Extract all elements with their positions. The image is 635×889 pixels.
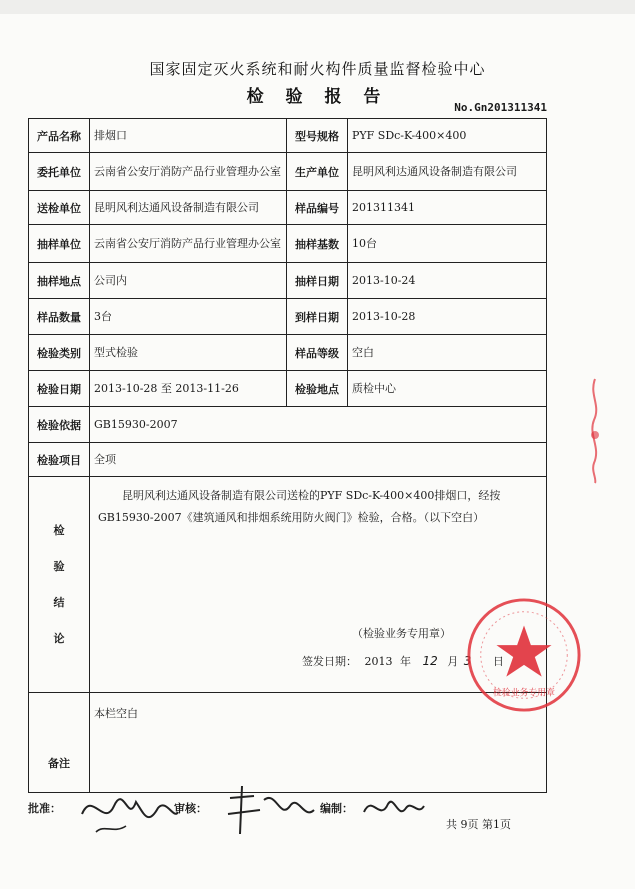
approve-label: 批准： [28, 802, 61, 815]
field-label: 检验类别 [29, 335, 90, 371]
conclusion-char: 验 [53, 559, 65, 573]
field-label: 委托单位 [29, 153, 90, 191]
conclusion-char: 检 [53, 523, 65, 537]
field-value: 201311341 [348, 191, 547, 225]
field-value: 云南省公安厅消防产品行业管理办公室 [90, 225, 287, 263]
seal-note: （检验业务专用章） [352, 627, 451, 640]
field-label: 送检单位 [29, 191, 90, 225]
field-label: 抽样基数 [287, 225, 348, 263]
field-label: 到样日期 [287, 299, 348, 335]
remarks-value: 本栏空白 [90, 693, 547, 793]
field-value: 10台 [348, 225, 547, 263]
sign-year: 2013 [364, 655, 393, 668]
table-row [29, 263, 547, 299]
field-value: 2013-10-28 至 2013-11-26 [90, 371, 287, 407]
prepare-signature-handwriting [358, 786, 428, 830]
table-row [29, 225, 547, 263]
review-label: 审核： [174, 802, 207, 815]
basis-label: 检验依据 [29, 407, 90, 443]
field-value: 空白 [348, 335, 547, 371]
issuing-organization: 国家固定灭火系统和耐火构件质量监督检验中心 [149, 60, 486, 78]
table-row [29, 371, 547, 407]
sign-month: 12 [422, 654, 438, 668]
table-row [29, 153, 547, 191]
remarks-label: 备注 [29, 693, 90, 793]
field-value: 昆明风利达通风设备制造有限公司 [90, 191, 287, 225]
field-label: 抽样单位 [29, 225, 90, 263]
field-label: 型号规格 [287, 119, 348, 153]
conclusion-char: 论 [53, 631, 65, 645]
field-label: 样品等级 [287, 335, 348, 371]
field-label: 产品名称 [29, 119, 90, 153]
field-label: 样品数量 [29, 299, 90, 335]
items-label: 检验项目 [29, 443, 90, 477]
table-row [29, 191, 547, 225]
field-value: 云南省公安厅消防产品行业管理办公室 [90, 153, 287, 191]
field-value: 3台 [90, 299, 287, 335]
conclusion-char: 结 [53, 595, 65, 609]
field-value: 排烟口 [90, 119, 287, 153]
field-value: 公司内 [90, 263, 287, 299]
scan-edge [0, 0, 635, 14]
table-row [29, 443, 547, 477]
sign-year-unit: 年 [400, 655, 411, 668]
field-label: 检验日期 [29, 371, 90, 407]
official-seal-stamp [465, 596, 583, 714]
stamp-text: 检验业务专用章 [493, 688, 555, 699]
report-number: No.Gn201311341 [454, 101, 547, 114]
field-value: 型式检验 [90, 335, 287, 371]
field-label: 生产单位 [287, 153, 348, 191]
field-value: 2013-10-28 [348, 299, 547, 335]
review-signature-handwriting [220, 780, 320, 840]
items-value: 全项 [90, 443, 547, 477]
conclusion-label [29, 477, 90, 693]
table-row [29, 335, 547, 371]
table-row [29, 119, 547, 153]
page-indicator: 共 9页 第1页 [446, 818, 511, 831]
field-label: 样品编号 [287, 191, 348, 225]
field-value: 2013-10-24 [348, 263, 547, 299]
sign-month-unit: 月 [447, 655, 459, 668]
sign-day: 3 [463, 654, 472, 668]
table-row [29, 407, 547, 443]
report-title: 检 验 报 告 [246, 87, 389, 107]
sign-date-label: 签发日期： [302, 655, 357, 668]
field-value: 质检中心 [348, 371, 547, 407]
field-value: PYF SDc-K-400×400 [348, 119, 547, 153]
field-label: 抽样地点 [29, 263, 90, 299]
seam-seal-mark [585, 375, 605, 485]
field-value: 昆明风利达通风设备制造有限公司 [348, 153, 547, 191]
prepare-label: 编制： [320, 802, 353, 815]
field-label: 抽样日期 [287, 263, 348, 299]
basis-value: GB15930-2007 [90, 407, 547, 443]
sign-day-unit: 日 [492, 655, 504, 668]
approve-signature-handwriting [74, 784, 182, 838]
table-row [29, 299, 547, 335]
field-label: 检验地点 [287, 371, 348, 407]
conclusion-text: 昆明风利达通风设备制造有限公司送检的PYF SDc-K-400×400排烟口，经按GB15930-2007《建筑通风和排烟系统用防火阀门》检验，合格。（以下空白） [98, 489, 501, 524]
